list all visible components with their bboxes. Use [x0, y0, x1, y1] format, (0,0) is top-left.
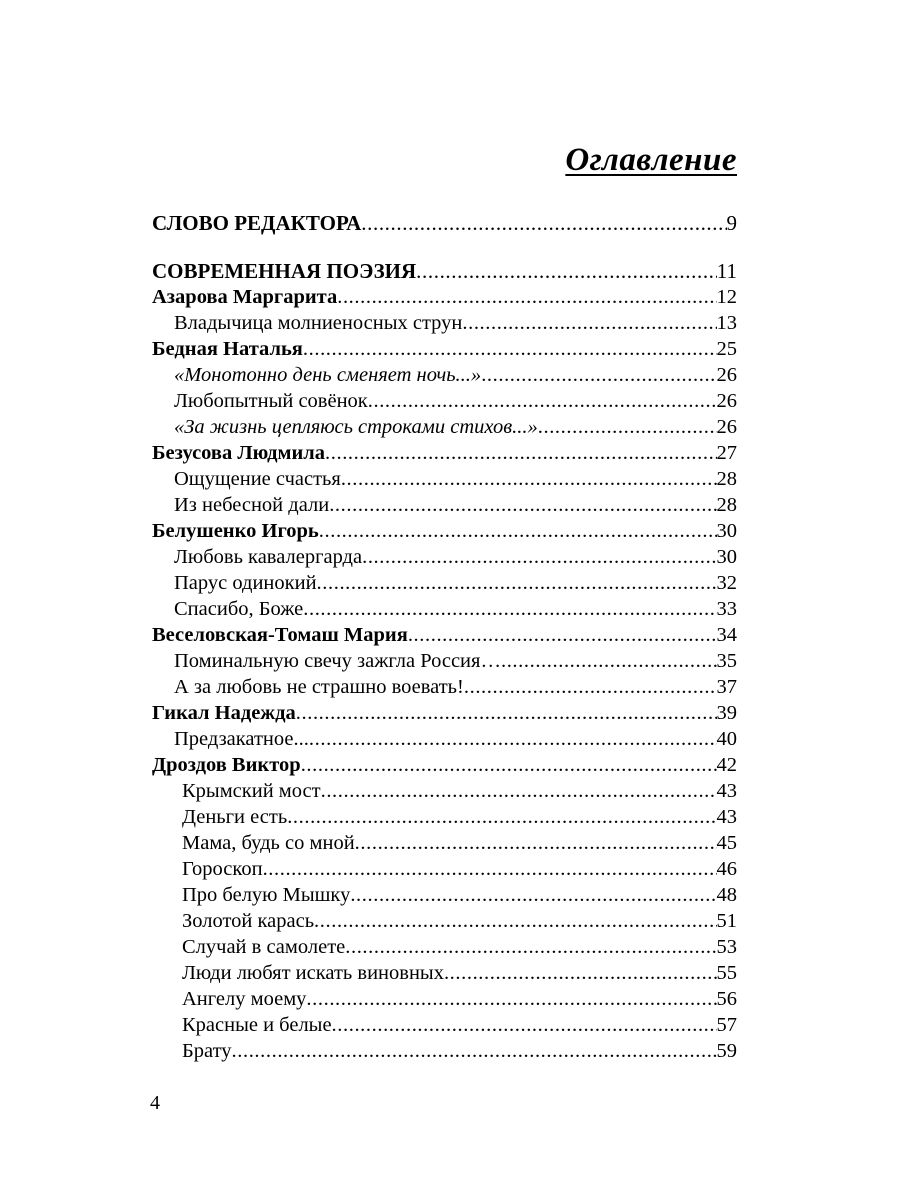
toc-entry — [152, 570, 737, 596]
toc-entry — [152, 440, 737, 466]
toc-leader-dots — [325, 440, 716, 466]
toc-entry — [152, 414, 737, 440]
toc-leader-dots — [368, 388, 717, 414]
toc-entry-label: Азарова Маргарита — [152, 286, 338, 308]
toc-entry — [152, 856, 737, 882]
page-title: Оглавление — [565, 142, 737, 178]
toc-entry-label: Крымский мост — [182, 780, 321, 802]
toc-entry — [152, 596, 737, 622]
toc-entry-page: 27 — [716, 442, 737, 464]
toc-entry — [152, 908, 737, 934]
toc-entry-page: 33 — [716, 598, 737, 620]
toc-entry — [152, 830, 737, 856]
toc-leader-dots — [314, 908, 716, 934]
toc-leader-dots — [481, 362, 716, 388]
toc-entry-label: Спасибо, Боже — [174, 598, 304, 620]
toc-entry-page: 56 — [716, 988, 737, 1010]
toc-leader-dots — [361, 210, 726, 236]
toc-leader-dots — [296, 700, 717, 726]
toc-entry-label: Парус одинокий — [174, 572, 317, 594]
toc-entry-label: СОВРЕМЕННАЯ ПОЭЗИЯ — [152, 259, 417, 283]
toc-entry-page: 9 — [726, 211, 737, 235]
toc-leader-dots — [355, 830, 717, 856]
toc-entry-label: Дроздов Виктор — [152, 754, 301, 776]
toc-entry-page: 11 — [716, 259, 737, 283]
toc-leader-dots — [306, 986, 716, 1012]
toc-entry-label: Любовь кавалергарда — [174, 546, 363, 568]
toc-entry — [152, 804, 737, 830]
toc-entry — [152, 1012, 737, 1038]
toc-entry-label: Поминальную свечу зажгла Россия… — [174, 650, 501, 672]
toc-entry — [152, 674, 737, 700]
toc-leader-dots — [416, 258, 717, 284]
toc-leader-dots — [319, 518, 717, 544]
toc-entry-label: СЛОВО РЕДАКТОРА — [152, 211, 362, 235]
toc-entry-page: 43 — [716, 780, 737, 802]
toc-entry-label: Белушенко Игорь — [152, 520, 319, 542]
toc-entry — [152, 284, 737, 310]
toc-entry-label: Из небесной дали — [174, 494, 330, 516]
toc-leader-dots — [341, 466, 717, 492]
toc-entry-page: 57 — [716, 1014, 737, 1036]
toc-leader-dots — [232, 1038, 717, 1064]
toc-entry — [152, 700, 737, 726]
toc-entry-label: Бедная Наталья — [152, 338, 303, 360]
toc-entry — [152, 986, 737, 1012]
toc-entry — [152, 518, 737, 544]
toc-entry — [152, 960, 737, 986]
toc-leader-dots — [329, 492, 716, 518]
toc-entry-label: Владычица молниеносных струн — [174, 312, 463, 334]
toc-entry-label: Ангелу моему — [182, 988, 307, 1010]
toc-entry-page: 40 — [716, 728, 737, 750]
toc-entry-page: 25 — [716, 338, 737, 360]
toc-leader-dots — [501, 648, 717, 674]
toc-entry-page: 43 — [716, 806, 737, 828]
toc-entry-label: А за любовь не страшно воевать! — [174, 676, 464, 698]
toc-entry — [152, 934, 737, 960]
toc-entry-label: «Монотонно день сменяет ночь...» — [174, 364, 482, 386]
toc-entry-label: Гикал Надежда — [152, 702, 296, 724]
toc-entry-page: 26 — [716, 390, 737, 412]
toc-entry-label: Безусова Людмила — [152, 442, 326, 464]
toc-entry-label: Красные и белые — [182, 1014, 332, 1036]
toc-entry — [152, 726, 737, 752]
toc-entry — [152, 622, 737, 648]
toc-entry-page: 26 — [716, 416, 737, 438]
toc-leader-dots — [350, 882, 716, 908]
toc-entry-label: Веселовская-Томаш Мария — [152, 624, 408, 646]
toc-leader-dots — [301, 752, 717, 778]
page-number: 4 — [150, 1092, 160, 1114]
toc-entry-page: 51 — [716, 910, 737, 932]
toc-entry-page: 35 — [716, 650, 737, 672]
toc-entry-page: 28 — [716, 494, 737, 516]
toc-entry-label: Любопытный совёнок — [174, 390, 368, 412]
toc-leader-dots — [303, 596, 716, 622]
toc-leader-dots — [337, 284, 716, 310]
toc-entry-page: 13 — [716, 312, 737, 334]
toc-entry — [152, 778, 737, 804]
toc-entry — [152, 648, 737, 674]
toc-leader-dots — [263, 856, 717, 882]
toc-entry-label: Случай в самолете — [182, 936, 346, 958]
toc-entry — [152, 752, 737, 778]
toc-entry-label: Брату — [182, 1040, 232, 1062]
toc-entry-page: 46 — [716, 858, 737, 880]
toc-entry-page: 48 — [716, 884, 737, 906]
toc-entry-page: 30 — [716, 546, 737, 568]
toc-leader-dots — [303, 336, 717, 362]
toc-entry — [152, 544, 737, 570]
toc-leader-dots — [538, 414, 717, 440]
toc-leader-dots — [444, 960, 717, 986]
toc-leader-dots — [309, 726, 717, 752]
toc-entry-label: Люди любят искать виновных — [182, 962, 444, 984]
table-of-contents — [152, 210, 737, 1064]
toc-entry-page: 12 — [716, 286, 737, 308]
toc-entry — [152, 210, 737, 236]
toc-entry-page: 53 — [716, 936, 737, 958]
toc-entry-label: Деньги есть — [182, 806, 288, 828]
toc-leader-dots — [321, 778, 717, 804]
toc-entry — [152, 492, 737, 518]
toc-entry-page: 39 — [716, 702, 737, 724]
toc-leader-dots — [317, 570, 717, 596]
toc-leader-dots — [462, 310, 716, 336]
toc-entry-label: Ощущение счастья — [174, 468, 341, 490]
toc-leader-dots — [362, 544, 716, 570]
toc-entry — [152, 1038, 737, 1064]
toc-entry — [152, 362, 737, 388]
toc-entry-page: 45 — [716, 832, 737, 854]
toc-entry-label: Гороскоп — [182, 858, 263, 880]
toc-leader-dots — [287, 804, 716, 830]
toc-entry — [152, 466, 737, 492]
toc-entry — [152, 336, 737, 362]
toc-entry — [152, 310, 737, 336]
toc-entry-label: «За жизнь цепляюсь строками стихов...» — [174, 416, 538, 438]
toc-entry — [152, 258, 737, 284]
toc-entry — [152, 388, 737, 414]
toc-entry-label: Предзакатное... — [174, 728, 309, 750]
toc-entry-label: Мама, будь со мной — [182, 832, 355, 854]
toc-entry-label: Про белую Мышку — [182, 884, 351, 906]
toc-entry-page: 26 — [716, 364, 737, 386]
toc-entry-page: 30 — [716, 520, 737, 542]
toc-entry-page: 28 — [716, 468, 737, 490]
toc-entry — [152, 882, 737, 908]
toc-leader-dots — [332, 1012, 717, 1038]
toc-entry-page: 59 — [716, 1040, 737, 1062]
toc-leader-dots — [345, 934, 716, 960]
toc-entry-page: 37 — [716, 676, 737, 698]
toc-leader-dots — [408, 622, 717, 648]
toc-entry-page: 55 — [716, 962, 737, 984]
toc-leader-dots — [464, 674, 717, 700]
toc-entry-page: 42 — [716, 754, 737, 776]
toc-entry-page: 34 — [716, 624, 737, 646]
toc-entry-label: Золотой карась — [182, 910, 315, 932]
toc-entry-page: 32 — [716, 572, 737, 594]
